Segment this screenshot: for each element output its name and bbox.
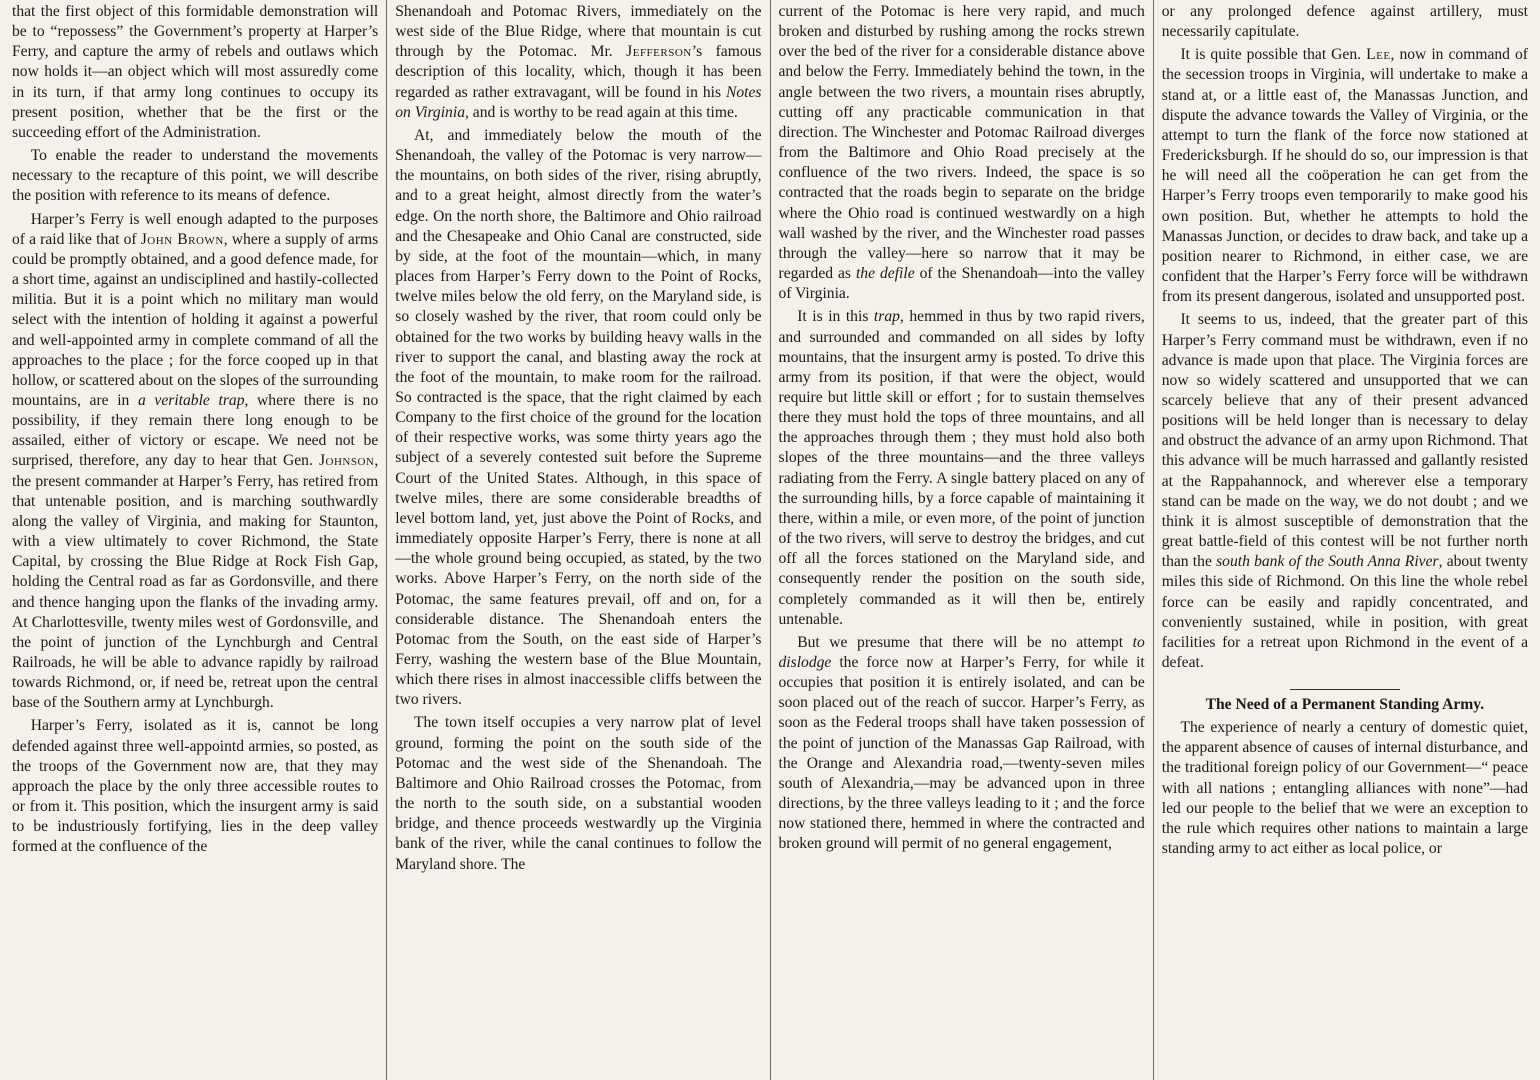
article-paragraph bbox=[12, 210, 378, 714]
small-caps-name: Johnson bbox=[318, 452, 375, 470]
column-2 bbox=[387, 0, 770, 1080]
article-paragraph bbox=[395, 2, 761, 123]
italic-text: south bank of the South Anna River bbox=[1216, 553, 1439, 571]
text-run: , where a supply of arms could be promptly obtained, and a good defence made, for a short time, against an undisciplined and hastily-collected militia. But it is a point which no military man would select with the intention of holding it against a powerful and well-appointed army in complete command of all the approaches to the place ; for the force cooped up in that hollow, or scattered about on the slopes of the surrounding mountains, are in bbox=[12, 230, 379, 409]
small-caps-name: John Brown bbox=[140, 230, 224, 248]
article-paragraph bbox=[779, 633, 1145, 855]
text-run: of the Shenandoah—into the valley of Virginia. bbox=[778, 265, 1145, 303]
text-run: The experience of nearly a century of domestic quiet, the apparent absence of causes of internal disturbance, and the traditional foreign policy of our Government—“ peace with all nations ; entangling alliances with none”—had led our people to the belief that we were an exception to the rule which requires other nations to maintain a large standing army to act either as local police, or bbox=[1161, 719, 1528, 858]
column-4 bbox=[1154, 0, 1536, 1080]
article-paragraph bbox=[395, 713, 761, 874]
small-caps-name: Lee bbox=[1366, 46, 1391, 64]
text-run: Harper’s Ferry, isolated as it is, cannot be long defended against three well-appointd armies, so posted, as the troops of the Government now are, that they may approach the place by the only three accessible routes to or from it. This position, which the insurgent army is said to be industriously fortifying, lies in the deep valley formed at the confluence of the bbox=[12, 717, 379, 856]
column-1 bbox=[4, 0, 387, 1080]
section-divider bbox=[1290, 689, 1400, 690]
article-paragraph bbox=[12, 716, 378, 857]
article-paragraph bbox=[395, 126, 761, 711]
text-run: Shenandoah and Potomac Rivers, immediately on the west side of the Blue Ridge, where that mountain is cut through by the Potomac. Mr. bbox=[395, 3, 762, 61]
text-run: , about twenty miles this side of Richmond. On this line the whole rebel force can be easily and rapidly concentrated, and conveniently sustained, while in position, with great facilities for a retreat upon Richmond in the event of a defeat. bbox=[1161, 553, 1528, 671]
text-run: It seems to us, indeed, that the greater part of this Harper’s Ferry command must be withdrawn, even if no advance is made upon that place. The Virginia forces are now so widely scattered and unsupported that we can scarcely believe that any of their present advanced positions will be held longer than is necessary to delay and obstruct the advance of an army upon Richmond. That this advance will be much harrassed and gallantly resisted at the Rappahannock, and wherever else a temporary stand can be made on the way, we do not doubt ; and we think it is almost susceptible of demonstration that the great battle-field of this contest will be not further north than the bbox=[1161, 311, 1528, 571]
text-run: or any prolonged defence against artillery, must necessarily capitulate. bbox=[1161, 3, 1528, 41]
text-run: , hemmed in thus by two rapid rivers, and surrounded and commanded on all sides by lofty mountains, that the insurgent army is posted. To drive this army from its position, if that were the object, would require but little skill or effort ; for to sustain themselves there they must hold the tops of three mountains, and all the approaches through them ; they must hold also both slopes of the three mountains—and the three valleys radiating from the Ferry. A single battery placed on any of the surrounding hills, by a force capable of maintaining it there, within a mile, or even more, of the point of junction of the two rivers, will serve to destroy the bridges, and cut off all the forces stationed on the Maryland side, and consequently render the position on the south side, completely commanded as it will then be, entirely untenable. bbox=[778, 308, 1145, 628]
article-paragraph bbox=[779, 2, 1145, 304]
text-run: It is quite possible that Gen. bbox=[1180, 46, 1367, 64]
italic-text: the defile bbox=[855, 265, 915, 283]
article-paragraph bbox=[779, 307, 1145, 630]
italic-text: trap bbox=[873, 308, 900, 326]
article-paragraph bbox=[1162, 718, 1528, 859]
text-run: current of the Potomac is here very rapid, and much broken and disturbed by rushing among the rocks strewn over the bed of the river for a considerable distance above and below the Ferry. Immediately behind the town, in the angle between the two rivers, a mountain rises abruptly, cutting off any practicable communication in that direction. The Winchester and Potomac Railroad diverges from the Baltimore and Ohio Road precisely at the confluence of the two rivers. Indeed, the space is so contracted that the roads begin to separate on the bridge where the Ohio road is continued westwardly on a high wall washed by the river, and the Winchester road passes through the valley—here so narrow that it may be regarded as bbox=[778, 3, 1145, 283]
article-heading: The Need of a Permanent Standing Army. bbox=[1205, 696, 1485, 714]
text-run: that the first object of this formidable demonstration will be to “repossess” the Government’s property at Harper’s Ferry, and capture the army of rebels and outlaws which now holds it—an object which will most assuredly come in its turn, if that army long continues to occupy its present position, whether that be the first or the succeeding effort of the Administration. bbox=[12, 3, 379, 141]
text-run: To enable the reader to understand the movements necessary to the recapture of this point, we will describe the position with reference to its means of defence. bbox=[12, 147, 379, 205]
text-run: But we presume that there will be no attempt bbox=[797, 633, 1133, 651]
article-paragraph bbox=[12, 146, 378, 206]
text-run: ’s famous description of this locality, which, though it has been regarded as rather extravagant, will be found in his bbox=[395, 43, 762, 101]
text-run: , where there is no possibility, if they remain there long enough to be assailed, either of victory or escape. We need not be surprised, therefore, any day to hear that Gen. bbox=[12, 391, 379, 470]
column-3 bbox=[771, 0, 1154, 1080]
article-paragraph bbox=[1162, 2, 1528, 42]
italic-text: to dislodge bbox=[778, 633, 1145, 671]
article-paragraph bbox=[1162, 310, 1528, 673]
text-run: Harper’s Ferry is well enough adapted to the purposes of a raid like that of bbox=[12, 210, 379, 248]
small-caps-name: Jefferson bbox=[626, 43, 692, 61]
text-run: The town itself occupies a very narrow plat of level ground, forming the point on the south side of the Potomac and the west side of the Shenandoah. The Baltimore and Ohio Railroad crosses the Potomac, from the north to the south side, on a substantial wooden bridge, and thence proceeds westwardly up the Virginia bank of the river, while the canal continues to follow the Maryland shore. The bbox=[395, 714, 762, 873]
italic-text: a veritable trap bbox=[137, 391, 245, 409]
article-paragraph bbox=[1162, 45, 1528, 307]
text-run: , and is worthy to be read again at this time. bbox=[465, 103, 738, 121]
text-run: , now in command of the secession troops in Virginia, will undertake to make a stand at, or a little east of, the Manassas Junction, and dispute the advance towards the Valley of Virginia, or the attempt to turn the flank of the force now stationed at Fredericksburgh. If he should do so, our impression is that he will need all the coöperation he can get from the Harper’s Ferry troops even temporarily to make good his own position. But, whether he attempts to hold the Manassas Junction, or decides to draw back, and take up a position nearer to Richmond, in either case, we are confident that the Harper’s Ferry force will be withdrawn from its present dangerous, isolated and unsupported post. bbox=[1161, 46, 1528, 306]
text-run: the force now at Harper’s Ferry, for while it occupies that position it is entirely isolated, and can be soon placed out of the reach of succor. Harper’s Ferry, as soon as the Federal troops shall have taken possession of the point of junction of the Manassas Gap Railroad, with the Orange and Alexandria road,—twenty-seven miles south of Alexandria,—may be advanced upon in three directions, by the three valleys leading to it ; and the force now stationed there, hemmed in where the contracted and broken ground will permit of no general engagement, bbox=[778, 654, 1145, 853]
article-paragraph bbox=[12, 2, 378, 143]
text-run: , the present commander at Harper’s Ferry, has retired from that untenable position, and is marching southwardly along the valley of Virginia, and making for Staunton, with a view ultimately to cover Richmond, the State Capital, by crossing the Blue Ridge at Rock Fish Gap, holding the Central road as far as Gordonsville, and there and thence hanging upon the flanks of the invading army. At Charlottesville, twenty miles west of Gordonsville, and the point of junction of the Lynchburgh and Central Railroads, he will be able to advance rapidly by railroad towards Richmond, or, if need be, retreat upon the central base of the Southern army at Lynchburgh. bbox=[12, 452, 379, 712]
text-run: It is in this bbox=[797, 308, 874, 326]
italic-text: Notes on Virginia bbox=[395, 83, 762, 121]
text-run: At, and immediately below the mouth of the Shenandoah, the valley of the Potomac is very narrow—the mountains, on both sides of the river, rising abruptly, and to a great height, almost directly from the water’s edge. On the north shore, the Baltimore and Ohio railroad and the Chesapeake and Ohio Canal are constructed, side by side, at the foot of the mountain—which, in many places from Harper’s Ferry down to the Point of Rocks, twelve miles below the old ferry, on the Maryland side, is so closely washed by the river, that room could only be obtained for the two works by building heavy walls in the river to support the canal, and blasting away the rock at the foot of the mountain, to make room for the railroad. So contracted is the space, that the right claimed by each Company to the first choice of the ground for the location of their respective works, was some thirty years ago the subject of a severely contested suit before the Supreme Court of the United States. Although, in this space of twelve miles, there are some considerable breadths of level bottom land, yet, just above the Point of Rocks, and immediately opposite Harper’s Ferry, there is none at all—the whole ground being occupied, as stated, by the two works. Above Harper’s Ferry, on the north side of the Potomac, the same features prevail, off and on, for a considerable distance. The Shenandoah enters the Potomac from the South, on the east side of Harper’s Ferry, washing the western base of the Blue Mountain, which there rises in almost inaccessible cliffs between the two rivers. bbox=[395, 126, 762, 709]
